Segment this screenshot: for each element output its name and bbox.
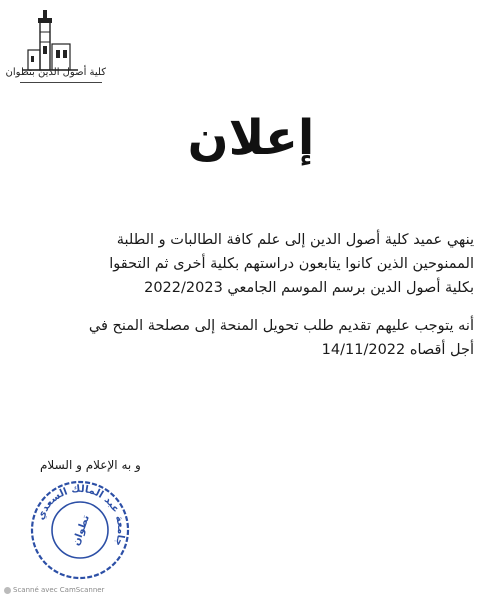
- scanner-watermark: [4, 586, 104, 594]
- faculty-logo: [5, 8, 106, 92]
- official-stamp: [28, 478, 132, 582]
- stamp-inner-text: تطوان: [70, 513, 93, 548]
- paragraph-line: الممنوحين الذين كانوا يتابعون دراستهم بكلية أخرى ثم التحقوا: [109, 256, 474, 272]
- institution-name: كلية أصول الدين بتطوان: [5, 67, 106, 78]
- paragraph-line: أنه يتوجب عليهم تقديم طلب تحويل المنحة إلى مصلحة المنح في: [88, 318, 474, 334]
- camscanner-icon: [4, 587, 11, 594]
- paragraph-line: بكلية أصول الدين برسم الموسم الجامعي 2022/2023: [144, 280, 474, 296]
- page-title: إعلان: [187, 110, 315, 166]
- scanner-note: Scanné avec CamScanner: [13, 586, 105, 594]
- paragraph-line: ينهي عميد كلية أصول الدين إلى علم كافة الطالبات و الطلبة: [116, 232, 474, 248]
- paragraph-line: أجل أقصاه 14/11/2022: [321, 342, 474, 358]
- announcement-paragraph-2: [26, 314, 474, 362]
- announcement-paragraph-1: [26, 228, 474, 300]
- stamp-outer-text: جامعة عبد المالك السعدي: [35, 483, 127, 548]
- closing-salutation: و به الإعلام و السلام: [40, 458, 141, 472]
- logo-divider: [20, 82, 102, 83]
